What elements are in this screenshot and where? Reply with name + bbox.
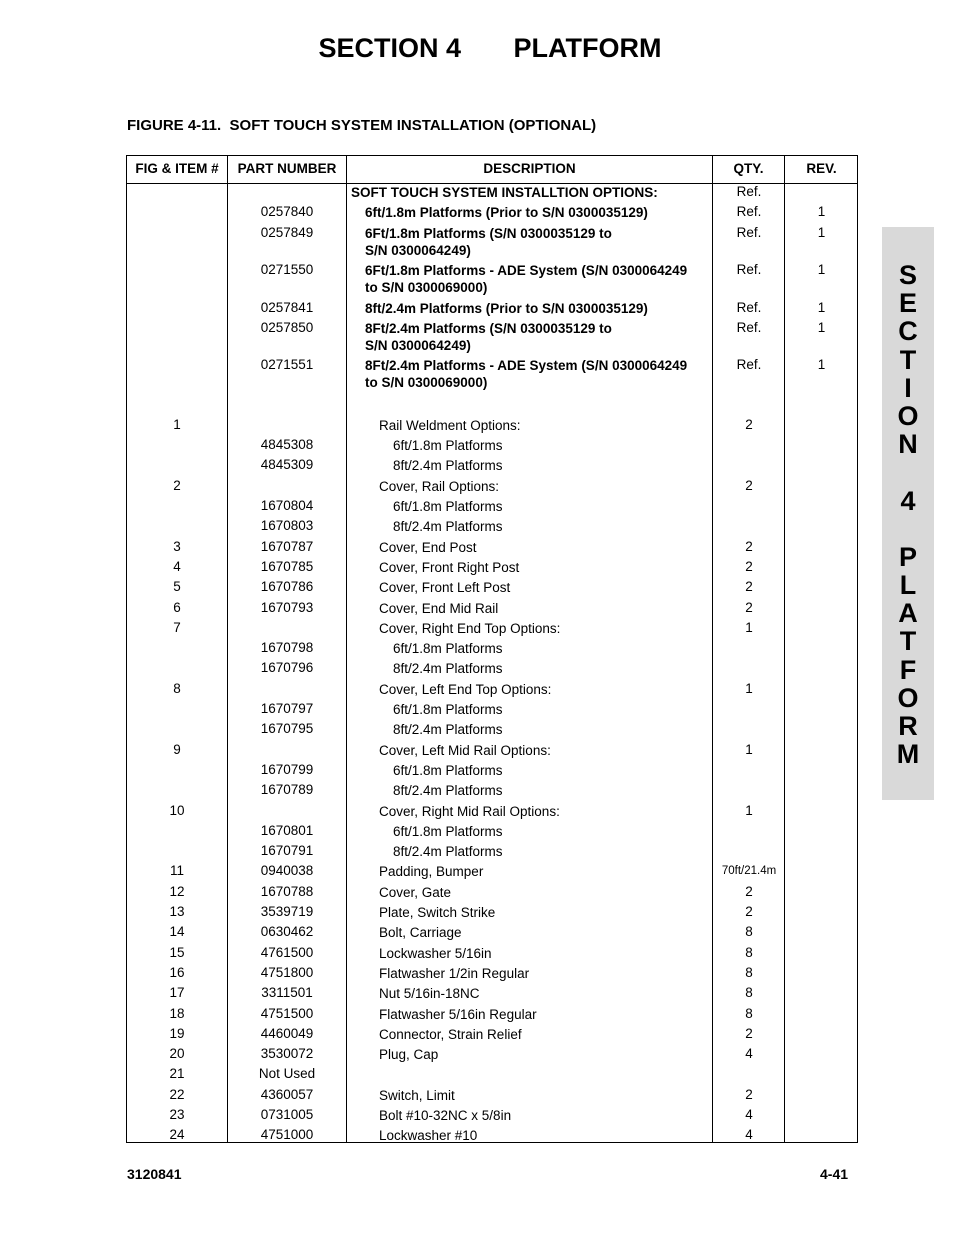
- fig-item-number: 15: [169, 944, 185, 960]
- table-body: [127, 184, 857, 1148]
- side-tab-word: 4: [900, 485, 916, 516]
- description: [379, 579, 510, 596]
- table-row: [127, 1046, 857, 1066]
- table-row: [127, 539, 857, 559]
- table-row: [127, 1087, 857, 1107]
- fig-item-number: 1: [173, 416, 181, 432]
- description: [393, 518, 503, 535]
- description-line: Cover, Front Left Post: [379, 580, 511, 596]
- table-row: [127, 498, 857, 518]
- part-number: 4845309: [260, 457, 314, 473]
- part-number: 1670796: [260, 660, 314, 676]
- table-row: [127, 1066, 857, 1086]
- table-row: [127, 1107, 857, 1127]
- table-row: [127, 782, 857, 802]
- table-row: [127, 640, 857, 660]
- table-row: [127, 184, 857, 204]
- part-number: 3530072: [260, 1046, 314, 1062]
- description-line: 6ft/1.8m Platforms: [393, 823, 503, 839]
- description: [379, 1107, 511, 1124]
- fig-item-number: 17: [169, 985, 185, 1001]
- part-number: 0257850: [260, 319, 314, 335]
- quantity: 1: [745, 619, 753, 635]
- part-number: 4460049: [260, 1025, 314, 1041]
- part-number: 3311501: [261, 985, 313, 1001]
- table-row: [127, 742, 857, 762]
- table-row: [127, 457, 857, 477]
- description-line: 6ft/1.8m Platforms: [393, 702, 503, 718]
- description-line: to S/N 0300069000): [365, 280, 488, 296]
- table-row: [127, 417, 857, 437]
- part-number: Not Used: [258, 1066, 316, 1082]
- description: [379, 945, 492, 962]
- description: [379, 600, 498, 617]
- quantity: 2: [745, 1025, 753, 1041]
- description-line: 6ft/1.8m Platforms: [393, 641, 503, 657]
- description: [379, 1006, 537, 1023]
- description: [379, 863, 483, 880]
- revision: 1: [817, 262, 826, 278]
- quantity: 8: [745, 985, 753, 1001]
- quantity: 2: [745, 538, 753, 554]
- description: [379, 681, 551, 698]
- description: [393, 782, 503, 799]
- description: [365, 204, 648, 221]
- fig-item-number: 11: [169, 863, 184, 879]
- description: [379, 803, 560, 820]
- table-row: [127, 721, 857, 741]
- description: [393, 498, 503, 515]
- table-row: [127, 884, 857, 904]
- fig-item-number: 7: [173, 619, 181, 635]
- description: [365, 320, 612, 354]
- description: [393, 721, 503, 738]
- part-number: 0257841: [260, 299, 314, 315]
- description: [379, 1127, 477, 1144]
- description-line: Lockwasher #10: [379, 1128, 478, 1144]
- quantity: 2: [745, 416, 753, 432]
- fig-item-number: 5: [173, 579, 181, 595]
- table-row: [127, 559, 857, 579]
- fig-item-number: 24: [169, 1127, 185, 1143]
- description: [393, 823, 503, 840]
- description: [393, 701, 503, 718]
- part-number: 4751000: [260, 1127, 314, 1143]
- description-line: Cover, Left Mid Rail Options:: [379, 742, 551, 758]
- side-tab-word: P L A T F O R M: [896, 541, 920, 770]
- description-line: Nut 5/16in-18NC: [379, 986, 480, 1002]
- table-row: [127, 620, 857, 640]
- description-line: Cover, Right End Top Options:: [379, 620, 561, 636]
- fig-item-number: 4: [173, 558, 181, 574]
- quantity: 2: [745, 477, 753, 493]
- description-line: Bolt #10-32NC x 5/8in: [379, 1107, 512, 1123]
- description: [379, 478, 499, 495]
- description-line: Cover, Gate: [379, 884, 452, 900]
- quantity: 4: [745, 1106, 753, 1122]
- description-line: Connector, Strain Relief: [379, 1026, 522, 1042]
- quantity: 2: [745, 1086, 753, 1102]
- quantity: Ref.: [736, 184, 762, 199]
- part-number: 4761500: [260, 944, 314, 960]
- fig-item-number: 12: [169, 883, 185, 899]
- description-line: Flatwasher 1/2in Regular: [379, 965, 530, 981]
- description-line: 6ft/1.8m Platforms: [393, 438, 503, 454]
- part-number: 1670799: [260, 761, 314, 777]
- description-line: 8ft/2.4m Platforms: [393, 661, 503, 677]
- part-number: 1670786: [260, 579, 314, 595]
- description: [379, 904, 495, 921]
- description-line: Cover, End Post: [379, 539, 477, 555]
- description-line: 8Ft/2.4m Platforms (S/N 0300035129 to: [365, 320, 612, 336]
- revision: 1: [817, 319, 826, 335]
- description: [379, 539, 477, 556]
- quantity: Ref.: [736, 262, 762, 278]
- description: [379, 417, 521, 434]
- quantity: 8: [745, 964, 753, 980]
- section-side-tab: [882, 227, 934, 800]
- part-number: 0257840: [260, 204, 314, 220]
- description: [393, 660, 503, 677]
- part-number: 0271551: [260, 357, 314, 373]
- fig-item-number: 2: [173, 477, 181, 493]
- quantity: Ref.: [736, 319, 762, 335]
- description-line: Cover, Right Mid Rail Options:: [379, 803, 560, 819]
- table-row: [127, 579, 857, 599]
- description-line: Plug, Cap: [379, 1047, 439, 1063]
- side-tab-word: S E C T I O N: [897, 260, 919, 460]
- table-row: [127, 395, 857, 417]
- col-header-part-number: PART NUMBER: [237, 161, 337, 176]
- col-header-fig-item: FIG & ITEM #: [135, 161, 219, 176]
- fig-item-number: 9: [173, 741, 181, 757]
- table-row: [127, 262, 857, 300]
- description: [379, 1087, 455, 1104]
- part-number: 0630462: [260, 924, 314, 940]
- description: [365, 300, 648, 317]
- description: [365, 357, 687, 391]
- quantity: 2: [745, 883, 753, 899]
- fig-item-number: 22: [169, 1086, 185, 1102]
- description-line: SOFT TOUCH SYSTEM INSTALLTION OPTIONS:: [351, 185, 658, 200]
- table-row: [127, 863, 857, 883]
- fig-item-number: 10: [169, 802, 185, 818]
- table-row: [127, 660, 857, 680]
- part-number: 1670793: [260, 599, 314, 615]
- revision: 1: [817, 224, 826, 240]
- description-line: Switch, Limit: [379, 1087, 455, 1103]
- part-number: 1670789: [260, 782, 314, 798]
- description-line: Rail Weldment Options:: [379, 417, 521, 433]
- table-row: [127, 225, 857, 263]
- quantity: 2: [745, 904, 753, 920]
- quantity: 4: [745, 1046, 753, 1062]
- quantity: 8: [745, 1005, 753, 1021]
- description-line: 8ft/2.4m Platforms: [393, 722, 503, 738]
- quantity: 2: [745, 558, 753, 574]
- description: [351, 184, 658, 201]
- figure-title: FIGURE 4-11. SOFT TOUCH SYSTEM INSTALLATION (OPTIONAL): [127, 117, 597, 134]
- part-number: 3539719: [260, 904, 314, 920]
- quantity: Ref.: [736, 299, 762, 315]
- fig-item-number: 21: [169, 1066, 185, 1082]
- description-line: S/N 0300064249): [365, 242, 471, 258]
- part-number: 4751500: [260, 1005, 314, 1021]
- col-header-description: DESCRIPTION: [483, 161, 576, 176]
- description: [393, 762, 503, 779]
- table-row: [127, 985, 857, 1005]
- fig-item-number: 3: [173, 538, 181, 554]
- quantity: 8: [745, 944, 753, 960]
- description: [379, 965, 529, 982]
- revision: 1: [817, 204, 826, 220]
- quantity: Ref.: [736, 357, 762, 373]
- description-line: 8ft/2.4m Platforms: [393, 519, 503, 535]
- quantity: 1: [745, 741, 753, 757]
- table-row: [127, 1026, 857, 1046]
- quantity: 1: [745, 680, 753, 696]
- fig-item-number: 18: [169, 1005, 185, 1021]
- description-line: 8ft/2.4m Platforms: [393, 844, 503, 860]
- part-number: 4360057: [260, 1086, 314, 1102]
- description-line: Flatwasher 5/16in Regular: [379, 1006, 537, 1022]
- part-number: 1670788: [260, 883, 314, 899]
- fig-item-number: 6: [173, 599, 181, 615]
- part-number: 0257849: [260, 224, 314, 240]
- part-number: 1670803: [260, 518, 314, 534]
- description: [379, 884, 451, 901]
- part-number: 1670801: [260, 822, 314, 838]
- fig-item-number: 8: [173, 680, 181, 696]
- quantity: 1: [745, 802, 753, 818]
- description-line: 6ft/1.8m Platforms (Prior to S/N 0300035129): [365, 205, 648, 221]
- description: [379, 559, 519, 576]
- part-number: 1670804: [260, 498, 314, 514]
- col-header-qty: QTY.: [733, 161, 764, 176]
- description: [379, 985, 480, 1002]
- quantity: Ref.: [736, 204, 762, 220]
- table-row: [127, 320, 857, 358]
- table-row: [127, 681, 857, 701]
- table-row: [127, 945, 857, 965]
- description: [365, 262, 687, 296]
- part-number: 1670795: [260, 721, 314, 737]
- table-row: [127, 904, 857, 924]
- table-row: [127, 437, 857, 457]
- table-row: [127, 357, 857, 395]
- description-line: 8ft/2.4m Platforms (Prior to S/N 0300035129): [365, 300, 648, 316]
- description-line: Padding, Bumper: [379, 864, 484, 880]
- description: [379, 924, 462, 941]
- revision: 1: [817, 299, 826, 315]
- quantity: 4: [745, 1127, 753, 1143]
- revision: 1: [817, 357, 826, 373]
- description-line: Lockwasher 5/16in: [379, 945, 492, 961]
- description-line: S/N 0300064249): [365, 337, 471, 353]
- description-line: to S/N 0300069000): [365, 375, 488, 391]
- description-line: Bolt, Carriage: [379, 925, 462, 941]
- table-row: [127, 600, 857, 620]
- part-number: 1670785: [260, 558, 314, 574]
- description-line: 8ft/2.4m Platforms: [393, 783, 503, 799]
- description: [393, 437, 503, 454]
- description: [379, 742, 551, 759]
- part-number: 1670791: [260, 843, 314, 859]
- fig-item-number: 13: [169, 904, 185, 920]
- table-row: [127, 823, 857, 843]
- description: [393, 457, 503, 474]
- table-row: [127, 701, 857, 721]
- description-line: 8ft/2.4m Platforms: [393, 458, 503, 474]
- table-row: [127, 843, 857, 863]
- part-number: 0940038: [260, 863, 314, 879]
- description-line: 6ft/1.8m Platforms: [393, 499, 503, 515]
- quantity: 2: [745, 579, 753, 595]
- part-number: 0271550: [260, 262, 314, 278]
- description: [393, 640, 503, 657]
- description-line: 8Ft/2.4m Platforms - ADE System (S/N 0300064249: [365, 358, 688, 374]
- description: [393, 843, 503, 860]
- description: [379, 1026, 522, 1043]
- part-number: 0731005: [260, 1106, 314, 1122]
- description: [365, 225, 612, 259]
- fig-item-number: 23: [169, 1106, 185, 1122]
- page-number: 4-41: [820, 1166, 849, 1182]
- quantity: Ref.: [736, 224, 762, 240]
- quantity: 2: [745, 599, 753, 615]
- fig-item-number: 14: [169, 924, 185, 940]
- table-row: [127, 965, 857, 985]
- table-row: [127, 762, 857, 782]
- table-row: [127, 478, 857, 498]
- description-line: 6Ft/1.8m Platforms - ADE System (S/N 0300064249: [365, 263, 688, 279]
- description: [379, 1046, 438, 1063]
- table-row: [127, 300, 857, 320]
- table-row: [127, 1127, 857, 1147]
- table-row: [127, 1006, 857, 1026]
- part-number: 4845308: [260, 437, 314, 453]
- description-line: 6ft/1.8m Platforms: [393, 762, 503, 778]
- parts-table: [126, 155, 858, 1143]
- quantity: 70ft/21.4m: [721, 865, 777, 878]
- description-line: Cover, Rail Options:: [379, 478, 500, 494]
- table-row: [127, 204, 857, 224]
- description-line: 6Ft/1.8m Platforms (S/N 0300035129 to: [365, 225, 612, 241]
- section-title: SECTION 4 PLATFORM: [318, 33, 662, 63]
- quantity: 8: [745, 924, 753, 940]
- fig-item-number: 20: [169, 1046, 185, 1062]
- part-number: 1670787: [260, 538, 314, 554]
- col-header-rev: REV.: [806, 161, 837, 176]
- doc-number: 3120841: [127, 1166, 182, 1182]
- description-line: Cover, Front Right Post: [379, 559, 520, 575]
- description-line: Cover, Left End Top Options:: [379, 681, 552, 697]
- table-row: [127, 924, 857, 944]
- description: [379, 620, 560, 637]
- part-number: 1670798: [260, 640, 314, 656]
- table-row: [127, 803, 857, 823]
- table-row: [127, 518, 857, 538]
- part-number: 1670797: [260, 701, 314, 717]
- description-line: Plate, Switch Strike: [379, 905, 496, 921]
- part-number: 4751800: [260, 964, 314, 980]
- fig-item-number: 19: [169, 1025, 185, 1041]
- description-line: Cover, End Mid Rail: [379, 600, 499, 616]
- fig-item-number: 16: [169, 964, 185, 980]
